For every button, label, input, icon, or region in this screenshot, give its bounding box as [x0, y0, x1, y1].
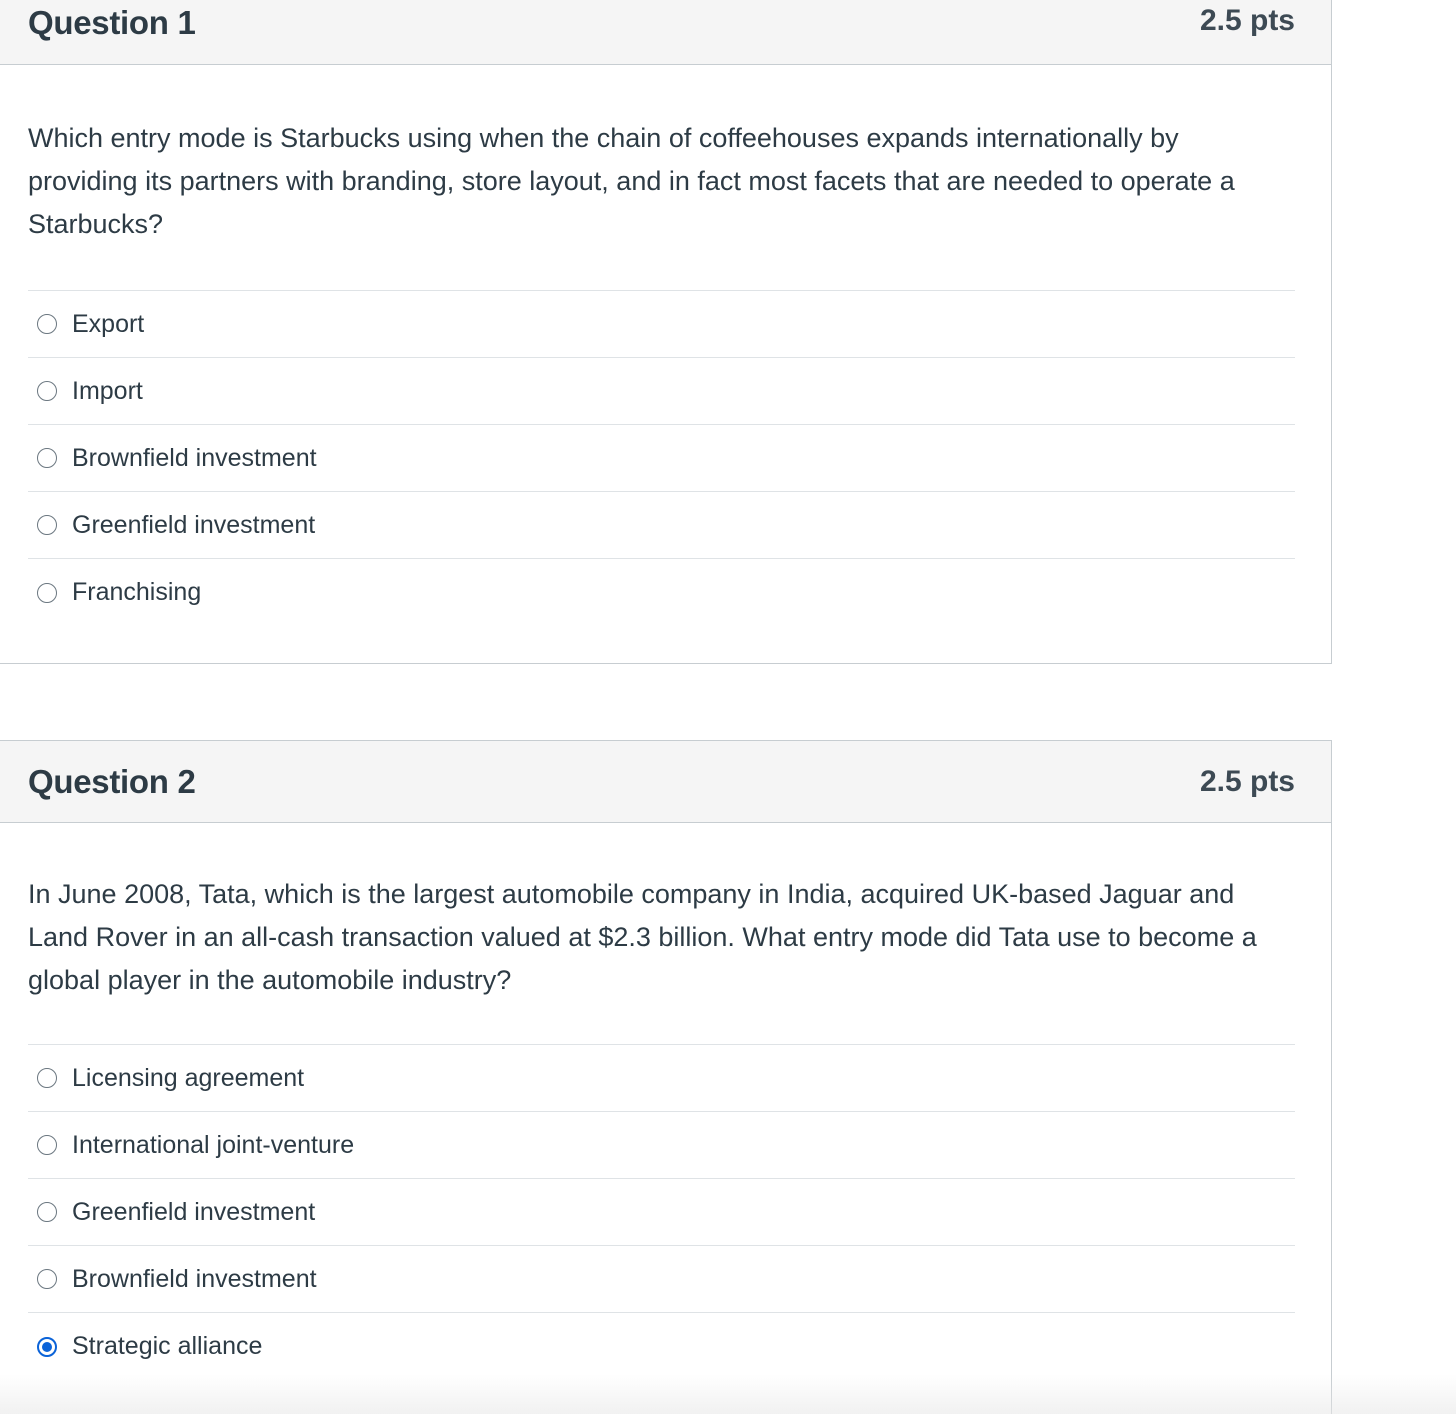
answer-label[interactable]: International joint-venture — [72, 1130, 355, 1159]
question-header — [0, 0, 1331, 65]
question-header — [0, 741, 1331, 823]
question-2-card — [0, 740, 1332, 1414]
question-title: Question 1 — [28, 4, 196, 41]
radio-button[interactable] — [37, 583, 57, 603]
radio-button[interactable] — [37, 515, 57, 535]
question-points: 2.5 pts — [1199, 764, 1295, 798]
radio-button-selected[interactable] — [37, 1337, 57, 1357]
answer-option[interactable] — [28, 1112, 1295, 1179]
answer-option[interactable] — [28, 425, 1295, 492]
answer-option[interactable] — [28, 1313, 1295, 1380]
answer-label[interactable]: Strategic alliance — [72, 1332, 263, 1360]
question-points: 2.5 pts — [1199, 4, 1295, 37]
answer-label[interactable]: Import — [72, 376, 143, 405]
answer-list — [28, 290, 1295, 626]
radio-button[interactable] — [37, 1068, 57, 1088]
answer-label[interactable]: Franchising — [72, 578, 202, 606]
answer-option[interactable] — [28, 1179, 1295, 1246]
question-title: Question 2 — [28, 762, 196, 800]
answer-label[interactable]: Export — [72, 309, 145, 338]
radio-button[interactable] — [37, 1202, 57, 1222]
answer-list — [28, 1044, 1295, 1380]
radio-button[interactable] — [37, 448, 57, 468]
radio-button[interactable] — [37, 1269, 57, 1289]
answer-label[interactable]: Greenfield investment — [72, 1197, 316, 1226]
answer-label[interactable]: Brownfield investment — [72, 1264, 317, 1293]
answer-option[interactable] — [28, 1246, 1295, 1313]
question-1-card — [0, 0, 1332, 664]
answer-label[interactable]: Greenfield investment — [72, 510, 316, 539]
answer-label[interactable]: Brownfield investment — [72, 443, 317, 472]
radio-button[interactable] — [37, 314, 57, 334]
question-text: Which entry mode is Starbucks using when the chain of coffeehouses expands internationally by providing its partners with branding, store layout, and in fact most facets that are needed to operate a Starbucks? — [28, 123, 1235, 239]
answer-option[interactable] — [28, 291, 1295, 358]
radio-button[interactable] — [37, 381, 57, 401]
answer-option[interactable] — [28, 358, 1295, 425]
answer-label[interactable]: Licensing agreement — [72, 1063, 305, 1092]
radio-button[interactable] — [37, 1135, 57, 1155]
answer-option[interactable] — [28, 492, 1295, 559]
answer-option[interactable] — [28, 1045, 1295, 1112]
question-text: In June 2008, Tata, which is the largest automobile company in India, acquired UK-based Jaguar and Land Rover in an all-cash transaction valued at $2.3 billion. What entry mode did Tata use to become a global player in the automobile industry? — [28, 879, 1257, 995]
answer-option[interactable] — [28, 559, 1295, 626]
